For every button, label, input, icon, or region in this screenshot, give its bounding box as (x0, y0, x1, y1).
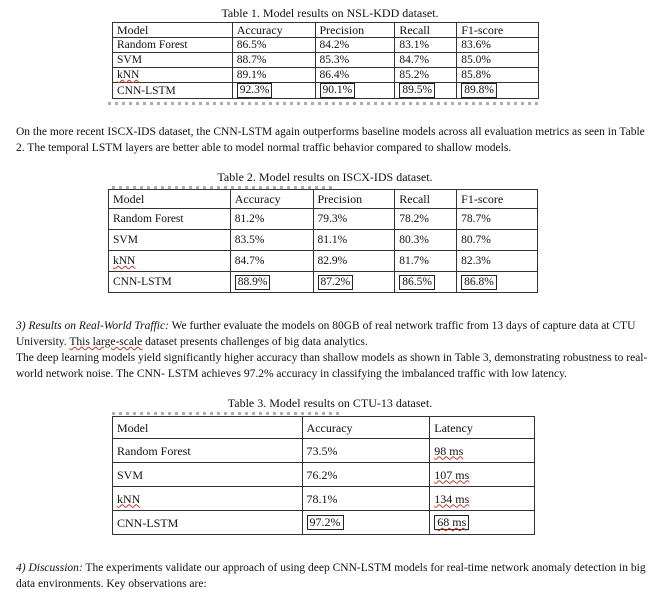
col-header: Latency (430, 417, 535, 439)
cell: 86.8% (457, 272, 538, 293)
table-header-row (109, 190, 538, 209)
col-header: Recall (395, 23, 457, 38)
cell: kNN (113, 68, 233, 83)
cell: 73.5% (302, 439, 430, 463)
cell: SVM (113, 53, 233, 68)
cell: 85.0% (457, 53, 539, 68)
section-3 (16, 318, 656, 382)
table3 (112, 416, 535, 535)
cell: 85.3% (315, 53, 395, 68)
table-row (113, 83, 539, 99)
cell: kNN (113, 487, 303, 511)
col-header: Accuracy (230, 190, 313, 209)
cell: 107 ms (430, 463, 535, 487)
table2 (108, 189, 538, 293)
cell: 86.4% (315, 68, 395, 83)
cell: 81.2% (230, 209, 313, 230)
cell: 86.5% (232, 38, 315, 53)
col-header: Model (113, 23, 233, 38)
section-4-body: The experiments validate our approach of using deep CNN-LSTM models for real-time network anomaly detection in big data environments. Key observations are: (16, 562, 646, 590)
paragraph (16, 124, 656, 156)
col-header: Accuracy (302, 417, 430, 439)
cell: 82.3% (457, 251, 538, 272)
cell: Random Forest (113, 439, 303, 463)
cell: CNN-LSTM (109, 272, 231, 293)
section-4-text (16, 560, 656, 592)
cell: 90.1% (315, 83, 395, 99)
table-row (109, 230, 538, 251)
table2-caption: Table 2. Model results on ISCX-IDS dataset. (217, 170, 433, 184)
table-row (113, 487, 535, 511)
table-row (113, 38, 539, 53)
overlap-artifact (108, 102, 538, 105)
section-3-text (16, 318, 656, 350)
col-header: Accuracy (232, 23, 315, 38)
cell: 89.1% (232, 68, 315, 83)
cell: 84.7% (395, 53, 457, 68)
cell: SVM (109, 230, 231, 251)
cell: 85.2% (395, 68, 457, 83)
cell: kNN (109, 251, 231, 272)
col-header: F1-score (457, 190, 538, 209)
cell: Random Forest (109, 209, 231, 230)
cell: SVM (113, 463, 303, 487)
table1-caption: Table 1. Model results on NSL-KDD dataset. (221, 6, 439, 20)
table-header-row (113, 23, 539, 38)
cell: 78.2% (395, 209, 457, 230)
col-header: Recall (395, 190, 457, 209)
paragraph-text: On the more recent ISCX-IDS dataset, the CNN-LSTM again outperforms baseline models across all evaluation metrics as seen in Table 2. The temporal LSTM layers are better able to model normal traffic behavior compared to shallow models. (16, 126, 645, 154)
cell: CNN-LSTM (113, 83, 233, 99)
cell: 92.3% (232, 83, 315, 99)
table1 (112, 22, 539, 99)
cell: 83.6% (457, 38, 539, 53)
table-row (109, 272, 538, 293)
cell: 79.3% (313, 209, 395, 230)
cell: 88.7% (232, 53, 315, 68)
cell: 81.1% (313, 230, 395, 251)
col-header: Precision (313, 190, 395, 209)
cell: 76.2% (302, 463, 430, 487)
section-4 (16, 560, 656, 592)
paragraph-text: The deep learning models yield significantly higher accuracy than shallow models as shown in Table 3, demonstrating robustness to real-world network noise. The CNN- LSTM achieves 97.2% accuracy in classifying the imbalanced traffic with low latency. (16, 352, 648, 380)
table-row (113, 439, 535, 463)
col-header: Model (109, 190, 231, 209)
table-header-row (113, 417, 535, 439)
col-header: Model (113, 417, 303, 439)
cell: 82.9% (313, 251, 395, 272)
section-3-heading: 3) Results on Real-World Traffic: (16, 320, 169, 332)
col-header: Precision (315, 23, 395, 38)
cell: 83.5% (230, 230, 313, 251)
col-header: F1-score (457, 23, 539, 38)
table-row (109, 251, 538, 272)
table3-caption: Table 3. Model results on CTU-13 dataset. (227, 396, 433, 410)
overlap-artifact (112, 412, 342, 415)
section-3-text-c: dataset presents challenges of big data analytics. (142, 336, 368, 348)
cell: 85.8% (457, 68, 539, 83)
cell: 86.5% (395, 272, 457, 293)
section-4-heading: 4) Discussion: (16, 562, 83, 574)
cell: 134 ms (430, 487, 535, 511)
cell: 97.2% (302, 511, 430, 535)
table-row (113, 53, 539, 68)
cell: 78.1% (302, 487, 430, 511)
table-row (113, 511, 535, 535)
cell: 89.8% (457, 83, 539, 99)
cell: 84.2% (315, 38, 395, 53)
cell: Random Forest (113, 38, 233, 53)
cell: 84.7% (230, 251, 313, 272)
cell: 81.7% (395, 251, 457, 272)
cell: 98 ms (430, 439, 535, 463)
cell: 88.9% (230, 272, 313, 293)
cell: 87.2% (313, 272, 395, 293)
cell: CNN-LSTM (113, 511, 303, 535)
table-row (113, 463, 535, 487)
table-row (113, 68, 539, 83)
cell: 83.1% (395, 38, 457, 53)
cell: 68 ms (430, 511, 535, 535)
table-row (109, 209, 538, 230)
cell: 78.7% (457, 209, 538, 230)
section-3-text-a: We further evaluate the models on 80GB of real network traffic from 13 days of capture data at CTU University. (16, 320, 636, 348)
cell: 89.5% (395, 83, 457, 99)
cell: 80.3% (395, 230, 457, 251)
cell: 80.7% (457, 230, 538, 251)
section-3-text-b: This large-scale (69, 336, 143, 348)
